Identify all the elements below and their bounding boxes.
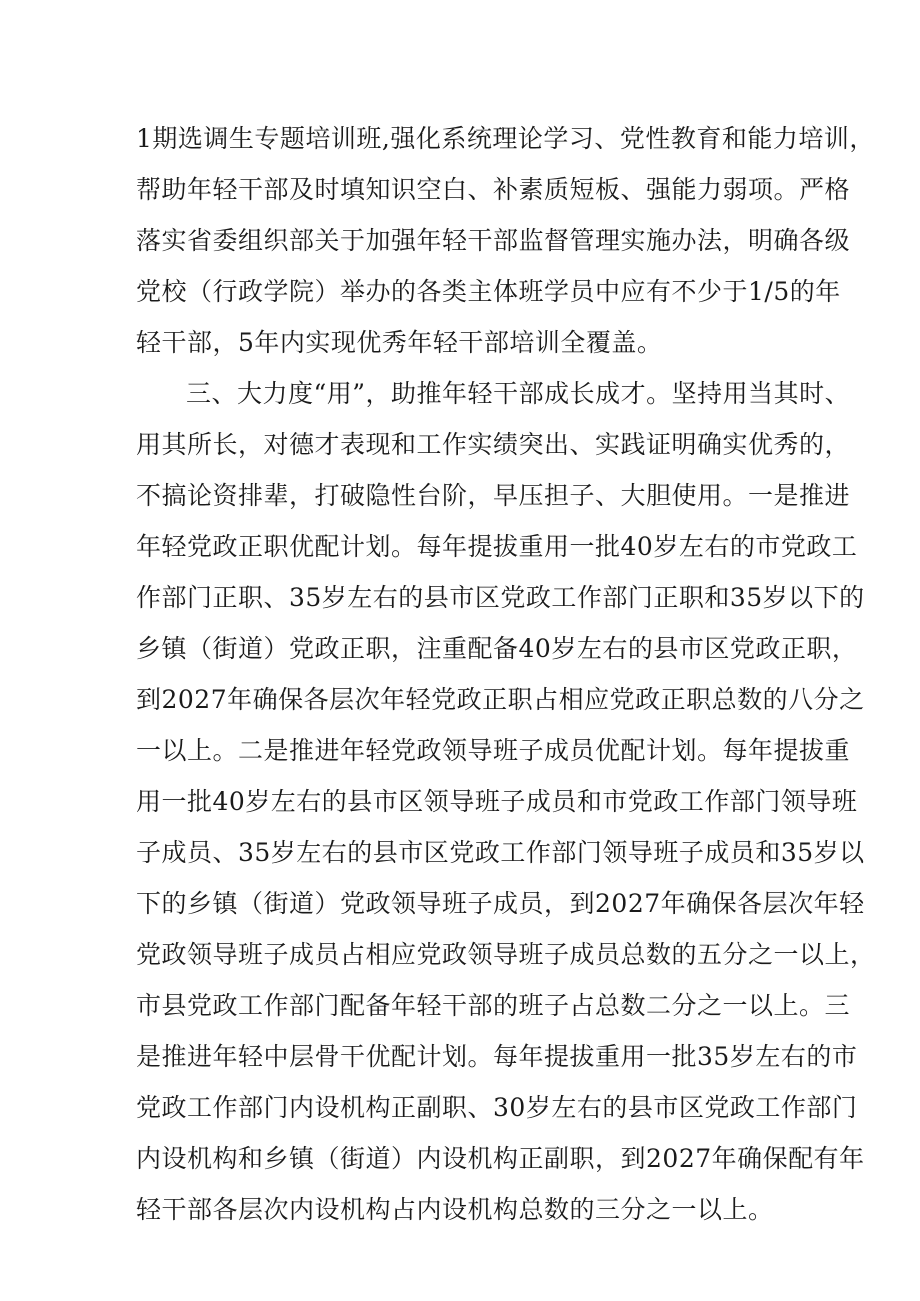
text-line: 一以上。二是推进年轻党政领导班子成员优配计划。每年提拔重	[136, 736, 851, 765]
text-line: 到2027年确保各层次年轻党政正职占相应党政正职总数的八分之	[136, 685, 865, 714]
section-heading-line: 三、大力度“用”，助推年轻干部成长成才。坚持用当其时、	[186, 379, 851, 408]
text-line: 是推进年轻中层骨干优配计划。每年提拔重用一批35岁左右的市	[136, 1042, 858, 1071]
text-line: 不搞论资排辈，打破隐性台阶，早压担子、大胆使用。一是推进	[136, 481, 851, 510]
text-line: 落实省委组织部关于加强年轻干部监督管理实施办法，明确各级	[136, 226, 851, 255]
text-line: 帮助年轻干部及时填知识空白、补素质短板、强能力弱项。严格	[136, 175, 851, 204]
text-line: 轻干部各层次内设机构占内设机构总数的三分之一以上。	[136, 1195, 774, 1224]
text-line: 市县党政工作部门配备年轻干部的班子占总数二分之一以上。三	[136, 991, 851, 1020]
text-line: 党政工作部门内设机构正副职、30岁左右的县市区党政工作部门	[136, 1093, 858, 1122]
text-line: 子成员、35岁左右的县市区党政工作部门领导班子成员和35岁以	[136, 838, 865, 867]
text-line: 作部门正职、35岁左右的县市区党政工作部门正职和35岁以下的	[136, 583, 865, 612]
text-line: 轻干部，5年内实现优秀年轻干部培训全覆盖。	[136, 328, 663, 357]
text-line: 用其所长，对德才表现和工作实绩突出、实践证明确实优秀的，	[136, 430, 851, 459]
text-line: 乡镇（街道）党政正职，注重配备40岁左右的县市区党政正职，	[136, 634, 858, 663]
text-line: 用一批40岁左右的县市区领导班子成员和市党政工作部门领导班	[136, 787, 858, 816]
text-line: 内设机构和乡镇（街道）内设机构正副职，到2027年确保配有年	[136, 1144, 865, 1173]
text-line: 党政领导班子成员占相应党政领导班子成员总数的五分之一以上，	[136, 940, 876, 969]
text-line: 党校（行政学院）举办的各类主体班学员中应有不少于1/5的年	[136, 277, 841, 306]
text-line: 1期选调生专题培训班,强化系统理论学习、党性教育和能力培训，	[136, 124, 875, 153]
text-line: 年轻党政正职优配计划。每年提拔重用一批40岁左右的市党政工	[136, 532, 858, 561]
text-line: 下的乡镇（街道）党政领导班子成员，到2027年确保各层次年轻	[136, 889, 865, 918]
